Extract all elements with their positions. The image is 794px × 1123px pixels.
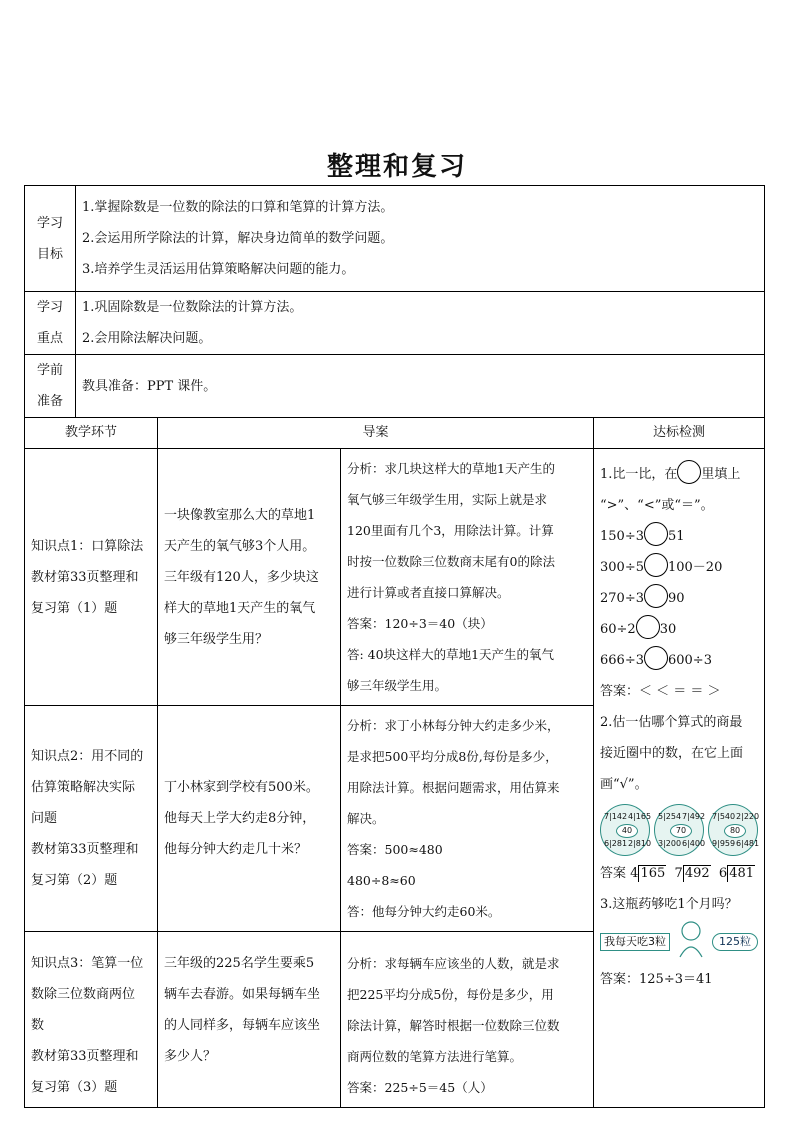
disc-expr: 4|165	[628, 812, 652, 821]
solution-cell	[341, 449, 594, 706]
header-guide: 导案	[158, 418, 594, 449]
estimate-disc	[708, 804, 758, 856]
preparation-content	[76, 355, 765, 418]
disc-expr: 2|810	[628, 839, 652, 848]
section-line: 知识点1：口算除法	[31, 538, 144, 554]
solution-line: 答案：120÷3＝40（块）	[347, 616, 493, 631]
compare-circle-icon[interactable]	[644, 553, 668, 577]
expr-left: 60÷2	[600, 622, 636, 637]
section-line: 教材第33页整理和	[31, 1049, 139, 1064]
section-cell	[25, 449, 158, 706]
knowledge-row-1	[25, 449, 765, 706]
expr-left: 150÷3	[600, 529, 644, 544]
answer-1: 答案：＜ ＜ ＝ ＝ ＞	[600, 684, 721, 699]
solution-line: 用除法计算。根据问题需求，用估算来	[347, 780, 560, 795]
answer-2-divisor: 6	[718, 866, 728, 881]
solution-line: 答案：500≈480	[347, 842, 443, 857]
problem-line: 三年级有120人，多少块这	[164, 569, 319, 585]
compare-circle-icon[interactable]	[644, 584, 668, 608]
q1-text-1: 1.比一比，在	[600, 467, 678, 482]
section-line: 知识点2：用不同的	[31, 749, 144, 764]
solution-line: 除法计算，解答时根据一位数除三位数	[347, 1018, 560, 1033]
expr-left: 666÷3	[600, 653, 644, 668]
disc-expr: 9|959	[712, 839, 736, 848]
solution-line: 是求把500平均分成8份,每份是多少，	[347, 749, 558, 764]
solution-line: 够三年级学生用。	[347, 678, 448, 693]
person-icon	[674, 919, 708, 965]
solution-cell	[341, 932, 594, 1108]
q2-line: 画“√”。	[600, 777, 648, 792]
q3-illustration	[600, 920, 758, 964]
column-header-row	[25, 418, 765, 449]
objectives-content	[76, 186, 765, 292]
problem-line: 丁小林家到学校有500米。	[164, 780, 319, 795]
solution-line: 分析：求每辆车应该坐的人数，就是求	[347, 956, 560, 971]
section-line: 复习第（3）题	[31, 1080, 118, 1095]
objective-item: 3.培养学生灵活运用估算策略解决问题的能力。	[82, 262, 355, 277]
problem-line: 天产生的氧气够3个人用。	[164, 538, 316, 554]
expr-right: 100－20	[667, 560, 723, 575]
key-point-item: 1.巩固除数是一位数除法的计算方法。	[82, 300, 303, 315]
section-line: 复习第（1）题	[31, 600, 118, 616]
disc-center: 70	[670, 824, 692, 838]
compare-expr	[600, 552, 758, 583]
estimate-discs	[600, 804, 758, 856]
objectives-label-line2: 目标	[36, 246, 63, 262]
section-line: 估算策略解决实际	[31, 780, 136, 795]
objectives-label	[25, 186, 76, 292]
problem-line: 他每天上学大约走8分钟，	[164, 811, 316, 826]
compare-expr	[600, 583, 758, 614]
q1-instruction	[600, 459, 758, 490]
answer-2	[600, 858, 758, 889]
problem-line: 一块像教室那么大的草地1	[164, 507, 316, 523]
answer-3: 答案：125÷3＝41	[600, 972, 713, 987]
solution-line: 答案：225÷5＝45（人）	[347, 1080, 493, 1095]
q3-text: 3.这瓶药够吃1个月吗？	[600, 897, 738, 912]
solution-line: 答：他每分钟大约走60米。	[347, 904, 501, 919]
solution-cell	[341, 706, 594, 932]
q1-text-2: 里填上	[701, 467, 741, 482]
disc-center: 80	[724, 824, 746, 838]
key-points-label-line2: 重点	[36, 331, 63, 346]
preparation-label	[25, 355, 76, 418]
disc-expr: 6|400	[682, 839, 706, 848]
speech-bubble: 我每天吃3粒	[600, 933, 670, 951]
lesson-table	[24, 185, 765, 1108]
disc-expr: 2|220	[736, 812, 760, 821]
expr-right: 30	[659, 622, 677, 637]
section-line: 知识点3：笔算一位	[31, 956, 144, 971]
expr-left: 300÷5	[600, 560, 644, 575]
key-points-content	[76, 292, 765, 355]
header-teaching-steps: 教学环节	[25, 418, 158, 449]
page-title: 整理和复习	[326, 152, 467, 182]
section-line: 教材第33页整理和	[31, 842, 139, 857]
compare-expr	[600, 521, 758, 552]
objectives-row	[25, 186, 765, 292]
answer-2-divisor: 7	[674, 866, 683, 881]
compare-expr	[600, 614, 758, 645]
check-cell	[594, 449, 765, 1108]
solution-line: 120里面有几个3，用除法计算。计算	[347, 523, 554, 538]
expr-left: 270÷3	[600, 591, 644, 606]
solution-line: 480÷8≈60	[347, 873, 416, 888]
q2-line: 2.估一估哪个算式的商最	[600, 715, 743, 730]
objective-item: 1.掌握除数是一位数的除法的口算和笔算的计算方法。	[82, 200, 394, 215]
preparation-text: 教具准备：PPT 课件。	[82, 378, 217, 394]
disc-expr: 6|481	[736, 839, 760, 848]
q2-line: 接近圈中的数，在它上面	[600, 746, 744, 761]
lesson-table-container	[24, 185, 764, 1095]
solution-line: 把225平均分成5份，每份是多少，用	[347, 987, 554, 1002]
estimate-disc	[600, 804, 650, 856]
estimate-disc	[654, 804, 704, 856]
expr-right: 51	[667, 529, 685, 544]
key-points-row	[25, 292, 765, 355]
solution-line: 答: 40块这样大的草地1天产生的氧气	[347, 647, 555, 662]
section-line: 教材第33页整理和	[31, 569, 139, 585]
solution-line: 分析：求几块这样大的草地1天产生的	[347, 461, 555, 476]
disc-expr: 7|142	[604, 812, 628, 821]
objectives-label-line1: 学习	[36, 215, 63, 231]
compare-circle-icon[interactable]	[644, 646, 668, 670]
problem-line: 够三年级学生用？	[164, 631, 269, 647]
disc-expr: 5|254	[658, 812, 682, 821]
section-line: 数	[31, 1018, 45, 1033]
problem-line: 样大的草地1天产生的氧气	[164, 600, 316, 616]
disc-expr: 3|200	[658, 839, 682, 848]
key-points-label-line1: 学习	[36, 300, 63, 315]
key-point-item: 2.会用除法解决问题。	[82, 331, 212, 346]
medicine-bottle-label: 125粒	[712, 933, 758, 951]
disc-expr: 7|492	[682, 812, 706, 821]
section-line: 数除三位数商两位	[31, 987, 136, 1002]
answer-2-label: 答案	[600, 866, 627, 881]
expr-right: 90	[667, 591, 685, 606]
answer-2-dividend: 481	[729, 866, 755, 881]
header-check: 达标检测	[594, 418, 765, 449]
disc-center: 40	[616, 824, 638, 838]
section-cell	[25, 932, 158, 1108]
problem-line: 辆车去春游。如果每辆车坐	[164, 987, 321, 1002]
solution-line: 时按一位数除三位数商末尾有0的除法	[347, 554, 555, 569]
expr-right: 600÷3	[667, 653, 712, 668]
disc-expr: 6|281	[604, 839, 628, 848]
section-line: 问题	[31, 811, 58, 826]
problem-line: 的人同样多，每辆车应该坐	[164, 1018, 321, 1033]
q1-line2: “>”、“<”或“＝”。	[600, 498, 714, 513]
compare-circle-icon[interactable]	[644, 522, 668, 546]
solution-line: 解决。	[347, 811, 385, 826]
compare-circle-icon[interactable]	[636, 615, 660, 639]
problem-cell	[158, 706, 341, 932]
solution-line: 进行计算或者直接口算解决。	[347, 585, 510, 600]
compare-expr	[600, 645, 758, 676]
answer-2-dividend: 492	[684, 866, 710, 881]
problem-line: 三年级的225名学生要乘5	[164, 956, 315, 971]
preparation-row	[25, 355, 765, 418]
objective-item: 2.会运用所学除法的计算，解决身边简单的数学问题。	[82, 231, 394, 246]
problem-cell	[158, 449, 341, 706]
solution-line: 氧气够三年级学生用，实际上就是求	[347, 492, 548, 507]
answer-2-divisor: 4	[630, 866, 639, 881]
disc-expr: 7|540	[712, 812, 736, 821]
section-line: 复习第（2）题	[31, 873, 118, 888]
preparation-label-line2: 准备	[36, 394, 63, 409]
preparation-label-line1: 学前	[36, 363, 63, 378]
solution-line: 分析：求丁小林每分钟大约走多少米，	[347, 718, 560, 733]
key-points-label	[25, 292, 76, 355]
compare-circle-icon[interactable]	[677, 460, 701, 484]
problem-line: 多少人？	[164, 1049, 217, 1064]
solution-line: 商两位数的笔算方法进行笔算。	[347, 1049, 523, 1064]
answer-2-dividend: 165	[640, 866, 666, 881]
problem-line: 他每分钟大约走几十米？	[164, 842, 308, 857]
problem-cell	[158, 932, 341, 1108]
section-cell	[25, 706, 158, 932]
